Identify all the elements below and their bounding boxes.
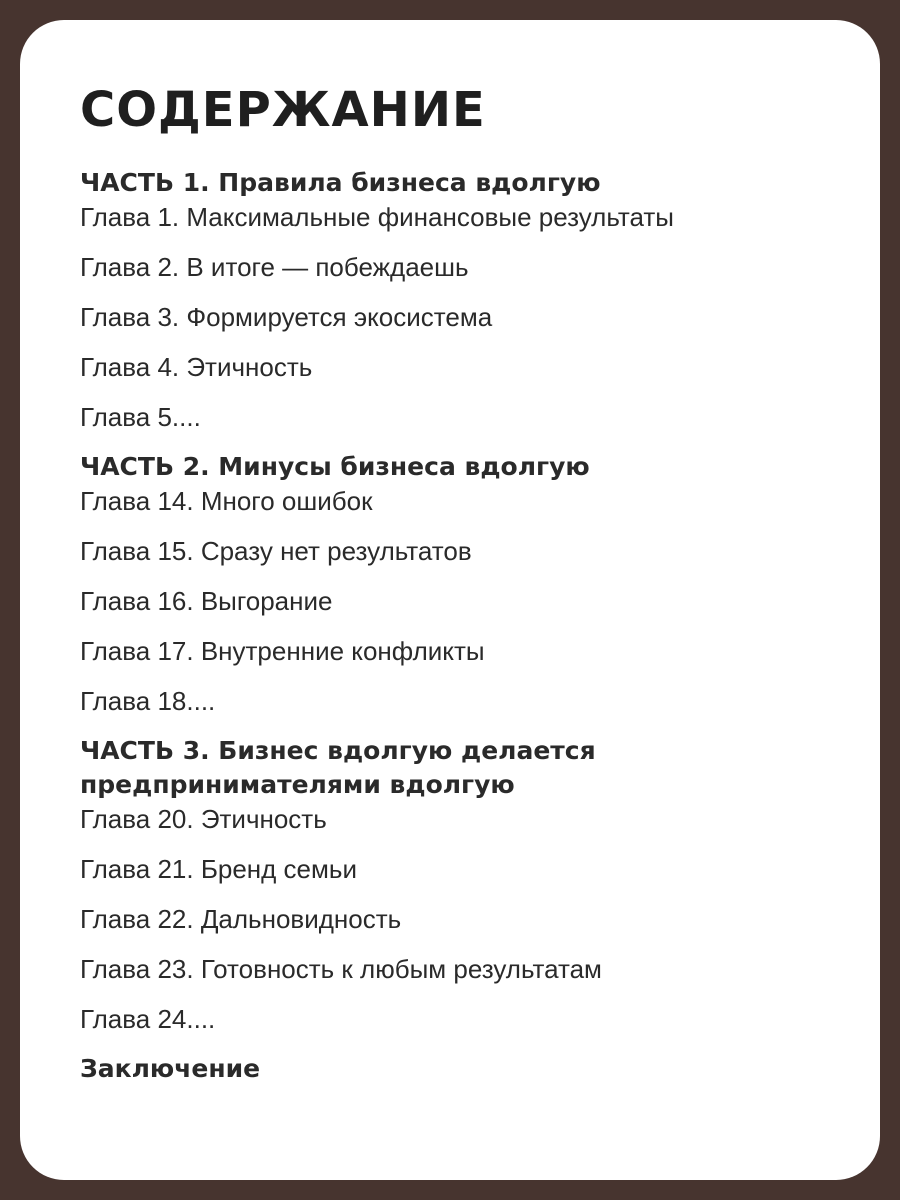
part-heading-1: ЧАСТЬ 1. Правила бизнеса вдолгую: [80, 168, 601, 197]
conclusion-heading: Заключение: [80, 1054, 261, 1083]
chapter-item: Глава 21. Бренд семьи: [80, 854, 357, 884]
chapter-item: Глава 5....: [80, 402, 201, 432]
chapter-item: Глава 17. Внутренние конфликты: [80, 636, 485, 666]
chapter-item: Глава 22. Дальновидность: [80, 904, 402, 934]
chapter-item: Глава 1. Максимальные финансовые результаты: [80, 202, 674, 232]
chapter-item: Глава 14. Много ошибок: [80, 486, 373, 516]
page-title: СОДЕРЖАНИЕ: [80, 82, 486, 138]
chapter-item: Глава 16. Выгорание: [80, 586, 333, 616]
chapter-item: Глава 24....: [80, 1004, 216, 1034]
chapter-item: Глава 2. В итоге — побеждаешь: [80, 252, 469, 282]
table-of-contents: [80, 166, 840, 1086]
chapter-item: Глава 3. Формируется экосистема: [80, 302, 493, 332]
chapter-item: Глава 23. Готовность к любым результатам: [80, 954, 602, 984]
part-heading-3: ЧАСТЬ 3. Бизнес вдолгую делается предпринимателями вдолгую: [80, 736, 596, 799]
contents-card: [20, 20, 880, 1180]
chapter-item: Глава 15. Сразу нет результатов: [80, 536, 472, 566]
chapter-item: Глава 18....: [80, 686, 216, 716]
chapter-item: Глава 20. Этичность: [80, 804, 327, 834]
part-heading-2: ЧАСТЬ 2. Минусы бизнеса вдолгую: [80, 452, 590, 481]
chapter-item: Глава 4. Этичность: [80, 352, 313, 382]
